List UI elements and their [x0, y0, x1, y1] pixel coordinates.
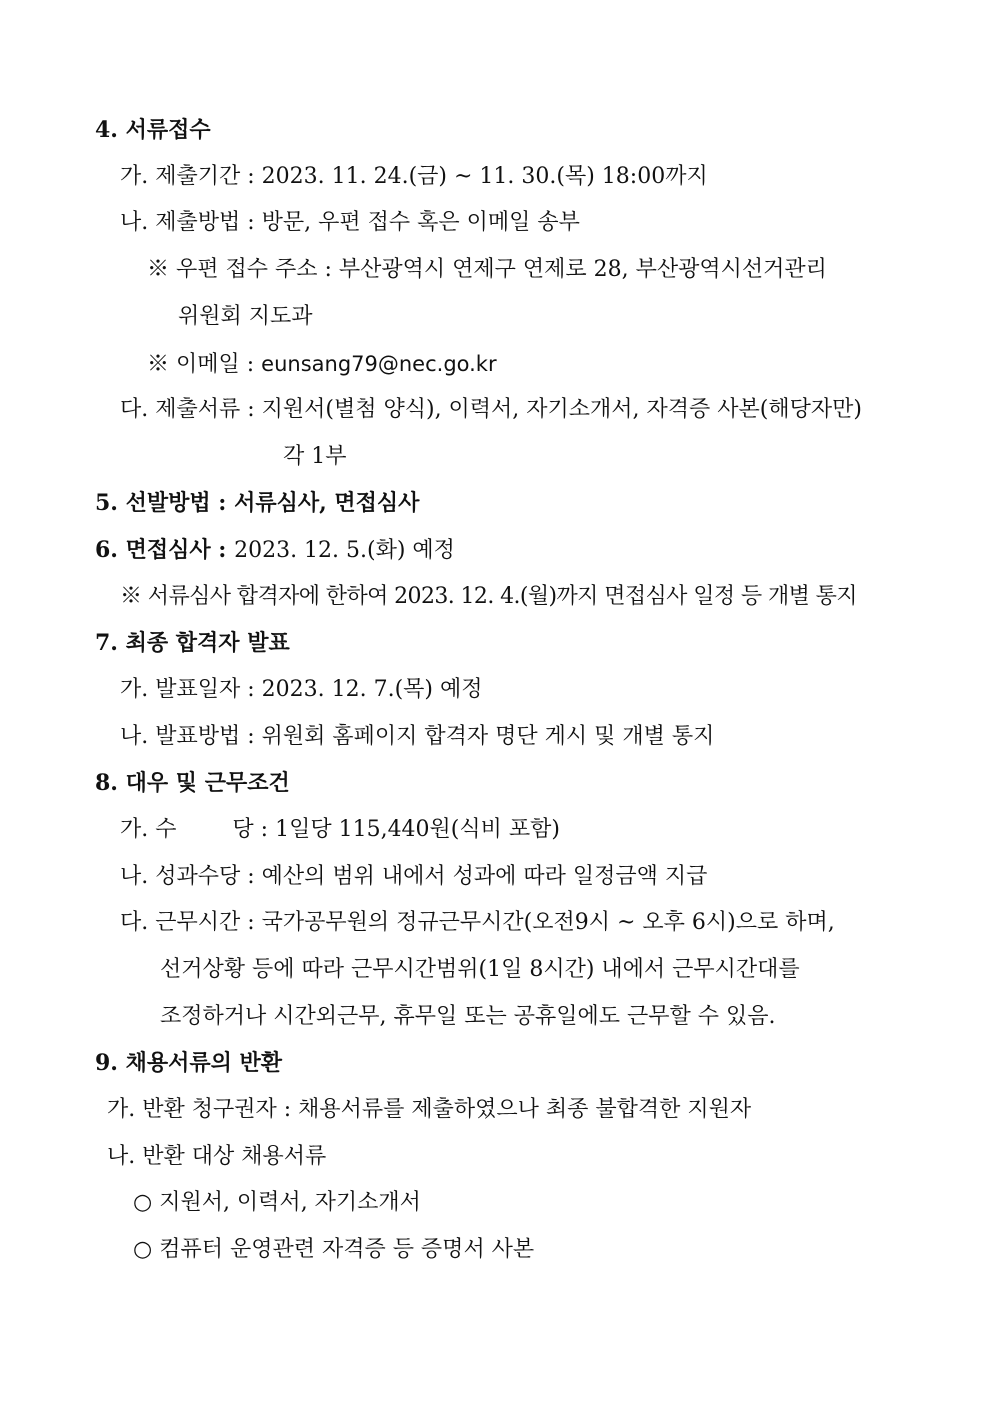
section-7-item-a: 가. 발표일자 : 2023. 12. 7.(목) 예정	[120, 677, 483, 702]
section-4-heading: 4. 서류접수	[95, 117, 211, 143]
section-8-item-b: 나. 성과수당 : 예산의 범위 내에서 성과에 따라 일정금액 지급	[120, 864, 708, 889]
section-6-heading-label: 6. 면접심사 :	[95, 537, 235, 563]
section-6-heading-date: 2023. 12. 5.(화) 예정	[234, 538, 455, 563]
section-4-item-b: 나. 제출방법 : 방문, 우편 접수 혹은 이메일 송부	[120, 210, 580, 235]
section-8-item-c-line3: 조정하거나 시간외근무, 휴무일 또는 공휴일에도 근무할 수 있음.	[160, 1004, 776, 1029]
section-7-item-b: 나. 발표방법 : 위원회 홈페이지 합격자 명단 게시 및 개별 통지	[120, 724, 715, 749]
section-4-item-a: 가. 제출기간 : 2023. 11. 24.(금) ~ 11. 30.(목) 18:00까지	[120, 164, 708, 189]
section-9-item-b: 나. 반환 대상 채용서류	[107, 1144, 327, 1169]
section-8-item-a: 가. 수 당 : 1일당 115,440원(식비 포함)	[120, 817, 560, 842]
section-9-item-a: 가. 반환 청구권자 : 채용서류를 제출하였으나 최종 불합격한 지원자	[107, 1097, 752, 1122]
section-4-item-c-line2: 각 1부	[283, 444, 347, 469]
section-9-item-b-bullet2: ○ 컴퓨터 운영관련 자격증 등 증명서 사본	[133, 1237, 535, 1262]
section-8-item-c-line2: 선거상황 등에 따라 근무시간범위(1일 8시간) 내에서 근무시간대를	[160, 957, 800, 982]
section-8-heading: 8. 대우 및 근무조건	[95, 770, 290, 796]
section-5-heading: 5. 선발방법 : 서류심사, 면접심사	[95, 490, 420, 516]
section-4-note-email	[147, 349, 497, 380]
email-label: ※ 이메일 :	[147, 352, 262, 377]
section-4-note-address-line2: 위원회 지도과	[178, 304, 313, 329]
section-4-note-address-line1: ※ 우편 접수 주소 : 부산광역시 연제구 연제로 28, 부산광역시선거관리	[147, 257, 827, 282]
section-6-heading	[95, 535, 455, 566]
section-6-note: ※ 서류심사 합격자에 한하여 2023. 12. 4.(월)까지 면접심사 일정 등 개별 통지	[120, 584, 857, 609]
section-9-heading: 9. 채용서류의 반환	[95, 1050, 283, 1076]
section-7-heading: 7. 최종 합격자 발표	[95, 630, 290, 656]
section-8-item-c-line1: 다. 근무시간 : 국가공무원의 정규근무시간(오전9시 ~ 오후 6시)으로 하며,	[120, 910, 835, 935]
section-4-item-c-line1: 다. 제출서류 : 지원서(별첨 양식), 이력서, 자기소개서, 자격증 사본(해당자만)	[120, 397, 862, 422]
section-9-item-b-bullet1: ○ 지원서, 이력서, 자기소개서	[133, 1190, 421, 1215]
email-address: eunsang79@nec.go.kr	[261, 352, 497, 376]
